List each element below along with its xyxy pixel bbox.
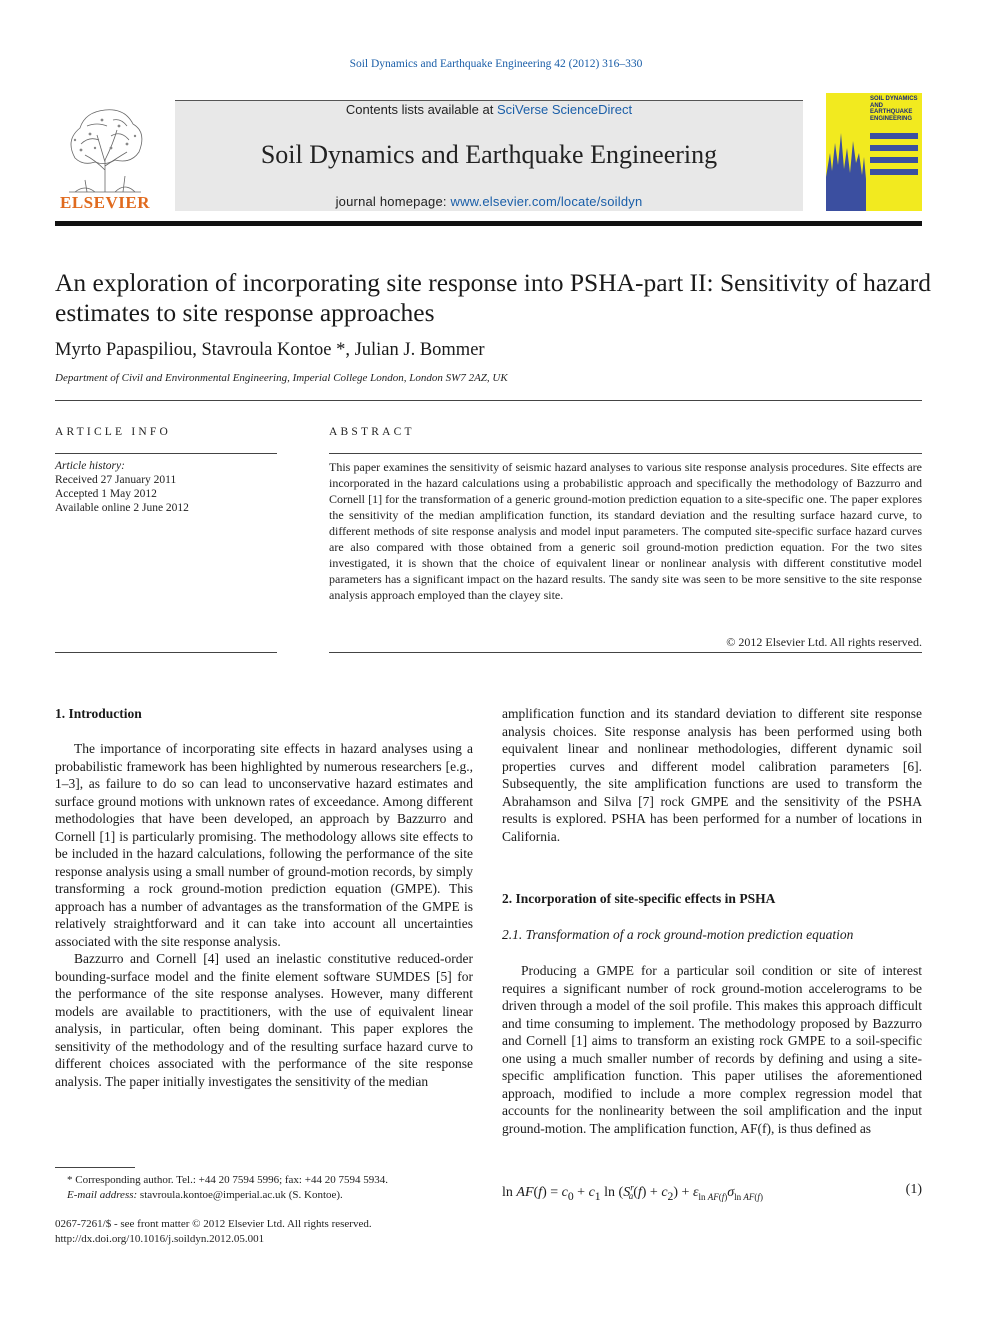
sciencedirect-link[interactable]: SciVerse ScienceDirect	[496, 102, 633, 117]
online-date: Available online 2 June 2012	[55, 502, 189, 514]
intro-paragraph-2: Bazzurro and Cornell [4] used an inelastic constitutive reduced-order bounding-surface model and the finite element software SUMDES [5] for the performance of the site response analyses. However, many different models are available to practitioners, with the use of equivalent linear analysis, in particular, often being dominant. This paper explores the sensitivity of the methodology and of the resulting surface hazard curve to different choices associated with the performance of the site response analysis. The paper initially investigates the sensitivity of the median	[55, 951, 473, 1089]
homepage-prefix: journal homepage:	[335, 194, 451, 209]
elsevier-wordmark: ELSEVIER	[60, 193, 150, 212]
intro-paragraph-1: The importance of incorporating site effects in hazard analyses using a probabilistic framework has been highlighted by numerous researchers [e.g., 1–3], as failure to do so can lead to unconservative hazard estimates and surface ground motions with unknown rates of exceedance. Among different methodologies that have been developed, an approach by Bazzurro and Cornell [1] is particularly promising. The methodology allows site effects to be included in the hazard calculations, following the performance of the site response analysis using a small number of ground-motion records, by simply transforming a rock ground-motion prediction equation (GMPE). This approach has a number of advantages as the transformation of the GMPE is relatively straightforward and it can take into account all uncertainties associated with the site response analysis.	[55, 741, 473, 949]
divider	[55, 400, 922, 401]
header-rule	[55, 221, 922, 226]
homepage-link[interactable]: www.elsevier.com/locate/soildyn	[450, 194, 643, 209]
divider	[55, 453, 277, 454]
section-2-heading: 2. Incorporation of site-specific effects in PSHA	[502, 891, 776, 906]
journal-reference[interactable]: Soil Dynamics and Earthquake Engineering 42 (2012) 316–330	[349, 58, 643, 70]
left-column	[55, 740, 473, 1090]
equation-1	[502, 1182, 922, 1202]
issn-doi-block	[55, 1217, 475, 1246]
received-date: Received 27 January 2011	[55, 474, 177, 486]
journal-name: Soil Dynamics and Earthquake Engineering	[260, 140, 718, 169]
right-column-section-2	[502, 962, 922, 1137]
homepage-line	[175, 194, 803, 209]
article-title: An exploration of incorporating site response into PSHA-part II: Sensitivity of hazard estimates to site response approaches	[55, 268, 932, 327]
right-column-top	[502, 705, 922, 845]
footnote-rule	[55, 1167, 135, 1168]
copyright-notice: © 2012 Elsevier Ltd. All rights reserved.	[726, 635, 922, 649]
corresponding-author-note: * Corresponding author. Tel.: +44 20 7594 5996; fax: +44 20 7594 5934.	[67, 1174, 388, 1186]
affiliation: Department of Civil and Environmental Engineering, Imperial College London, London SW7 2AZ, UK	[55, 372, 508, 384]
contents-prefix: Contents lists available at	[345, 102, 497, 117]
author-list: Myrto Papaspiliou, Stavroula Kontoe *, Julian J. Bommer	[55, 340, 485, 360]
doi-link[interactable]: http://dx.doi.org/10.1016/j.soildyn.2012.05.001	[55, 1232, 265, 1245]
section-2-1-paragraph: Producing a GMPE for a particular soil condition or site of interest requires a significant number of rock ground-motion accelerograms to be driven through a model of the soil profile. This makes this approach difficult and time consuming to implement. The methodology proposed by Bazzurro and Cornell [1] aims to transform an existing rock GMPE to a soil-specific one using a much smaller number of records by defining and using a site-specific amplification function. This paper utilises the aforementioned approach, modified to include a more complex regression model that accounts for the nonlinearity between the soil amplification and the input ground-motion. The amplification function, AF(f), is thus defined as	[502, 963, 922, 1136]
intro-paragraph-2-continued: amplification function and its standard deviation to different site response analysis choices. Site response analysis has been performed using both equivalent linear and nonlinear methodologies, different dynamic soil properties curves and different model calibration parameters [6]. Subsequently, the site amplification functions are used to transform the Abrahamson and Silva [7] rock GMPE and the sensitivity of the PSHA results is explored. PSHA has been performed for a number of locations in California.	[502, 706, 922, 844]
subsection-2-1-heading: 2.1. Transformation of a rock ground-motion prediction equation	[502, 927, 854, 942]
contents-line	[175, 102, 803, 117]
divider	[329, 652, 922, 653]
cover-title: SOIL DYNAMICS AND EARTHQUAKE ENGINEERING	[870, 96, 918, 122]
equation-number: (1)	[905, 1182, 922, 1197]
article-history	[55, 459, 285, 515]
email-label: E-mail address:	[67, 1188, 140, 1201]
abstract-text: This paper examines the sensitivity of seismic hazard analyses to various site response analysis procedures. Site effects are incorporated in the hazard calculations using a probabilistic approach and specifically the methodology of Bazzurro and Cornell [1] for the transformation of a generic ground-motion prediction equation to a site-specific one. The paper explores the sensitivity of the median amplification function, its standard deviation and the resulting surface hazard curve, to different methods of site response analysis and model input parameters. The computed site-specific surface hazard curves are also compared with those obtained from a generic soil ground-motion prediction equation. For the two sites investigated, it is shown that the choice of equivalent linear or nonlinear analysis with different constitutive model parameters has a significant impact on the hazard results. The sandy site was seen to be more sensitive to the site response analysis approach employed than the clayey site.	[329, 460, 922, 602]
footnotes	[55, 1173, 475, 1202]
email-address[interactable]: stavroula.kontoe@imperial.ac.uk (S. Kontoe).	[139, 1188, 343, 1201]
divider	[329, 453, 922, 454]
article-info-heading: ARTICLE INFO	[55, 426, 171, 438]
email-note	[55, 1188, 475, 1203]
divider	[55, 652, 277, 653]
abstract-heading: ABSTRACT	[329, 426, 415, 438]
journal-cover-image[interactable]	[826, 93, 922, 211]
section-1-heading: 1. Introduction	[55, 706, 142, 721]
history-label: Article history:	[55, 460, 125, 472]
issn-line: 0267-7261/$ - see front matter © 2012 Elsevier Ltd. All rights reserved.	[55, 1218, 372, 1230]
equation-formula: $\ln AF(f) = c_0 + c_1$ $\ln (S^r_a(f) + c_2) + \varepsilon_{ln AF(f)}\sigma_{ln AF(f)}$	[502, 1182, 763, 1203]
accepted-date: Accepted 1 May 2012	[55, 488, 157, 500]
